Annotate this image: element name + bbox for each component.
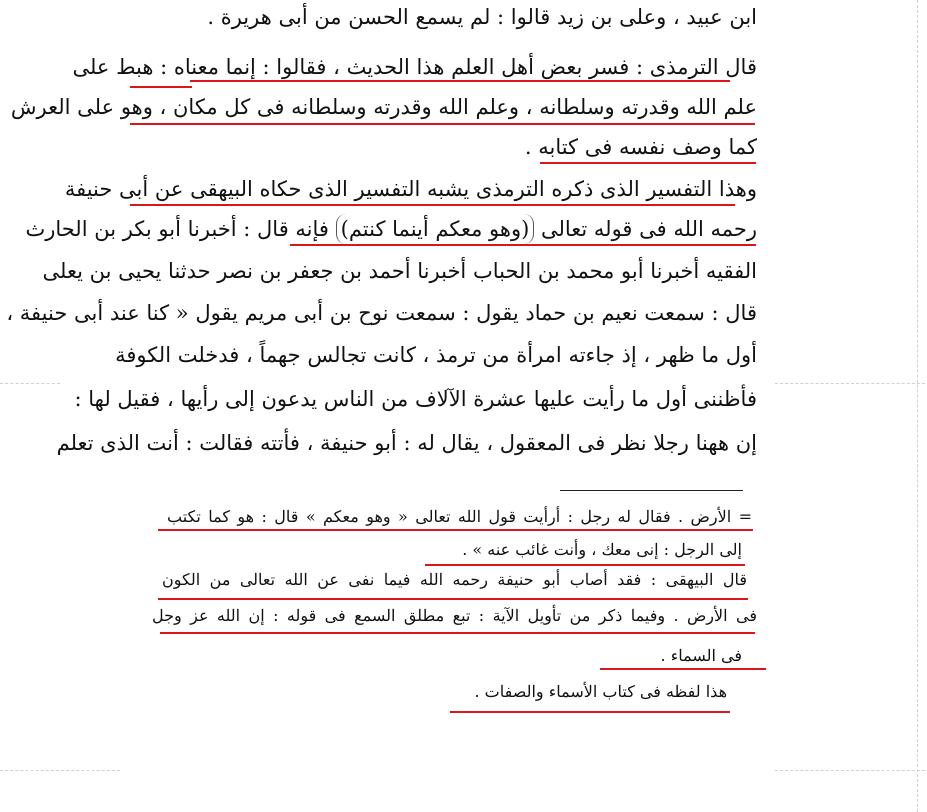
- text-line: إن ههنا رجلا نظر فى المعقول ، يقال له : أبو حنيفة ، فأتته فقالت : أنت الذى تعلم: [56, 431, 757, 455]
- text-line: ابن عبيد ، وعلى بن زيد قالوا : لم يسمع الحسن من أبى هريرة .: [207, 5, 757, 29]
- footnote-line: فى السماء .: [660, 646, 742, 665]
- red-underline: [158, 598, 748, 600]
- red-underline: [130, 204, 735, 206]
- footnote-divider: [560, 490, 743, 491]
- red-underline: [190, 80, 730, 82]
- text-line: فأظننى أول ما رأيت عليها عشرة الآلاف من الناس يدعون إلى رأيها ، فقيل لها :: [74, 387, 757, 411]
- red-underline: [450, 711, 730, 713]
- red-underline: [158, 529, 753, 531]
- crop-mark: [0, 383, 60, 384]
- text-line: الفقيه أخبرنا أبو محمد بن الحباب أخبرنا أحمد بن جعفر بن نصر حدثنا يحيى بن يعلى: [42, 259, 757, 283]
- red-underline: [130, 123, 755, 125]
- red-underline: [600, 668, 766, 670]
- red-underline: [160, 632, 755, 634]
- footnote-line: إلى الرجل : إنى معك ، وأنت غائب عنه » .: [462, 540, 742, 559]
- quran-verse-bracket: (وهو معكم أينما كنتم): [336, 214, 535, 244]
- text-line: قال : سمعت نعيم بن حماد يقول : سمعت نوح بن أبى مريم يقول « كنا عند أبى حنيفة ،: [6, 301, 757, 325]
- text-line: علم الله وقدرته وسلطانه ، وعلم الله وقدرته وسلطانه فى كل مكان ، وهو على العرش: [10, 95, 757, 119]
- footnote-line: هذا لفظه فى كتاب الأسماء والصفات .: [474, 682, 727, 701]
- text-line: أول ما ظهر ، إذ جاءته امرأة من ترمذ ، كانت تجالس جهماً ، فدخلت الكوفة: [115, 343, 757, 367]
- red-underline: [130, 86, 192, 88]
- text-fragment: فإنه قال : أخبرنا أبو بكر بن الحارث: [25, 217, 329, 241]
- red-underline: [540, 162, 756, 164]
- red-underline: [425, 564, 745, 566]
- crop-mark: [775, 770, 925, 771]
- text-fragment: رحمه الله فى قوله تعالى: [540, 217, 757, 241]
- red-underline: [290, 244, 756, 246]
- text-line: [25, 214, 757, 244]
- text-line: وهذا التفسير الذى ذكره الترمذى يشبه التفسير الذى حكاه البيهقى عن أبى حنيفة: [64, 177, 757, 201]
- crop-mark: [775, 383, 925, 384]
- crop-mark: [917, 0, 918, 812]
- footnote-line: فى الأرض . وفيما ذكر من تأويل الآية : تبع مطلق السمع فى قوله : إن الله عز وجل: [152, 606, 757, 625]
- footnote-line: = الأرض . فقال له رجل : أرأيت قول الله تعالى « وهو معكم » قال : هو كما تكتب: [167, 507, 752, 526]
- crop-mark: [0, 770, 120, 771]
- footnote-line: قال البيهقى : فقد أصاب أبو حنيفة رحمه الله فيما نفى عن الله تعالى من الكون: [162, 570, 747, 589]
- text-line: كما وصف نفسه فى كتابه .: [524, 135, 757, 159]
- text-line: قال الترمذى : فسر بعض أهل العلم هذا الحديث ، فقالوا : إنما معناه : هبط على: [72, 55, 757, 79]
